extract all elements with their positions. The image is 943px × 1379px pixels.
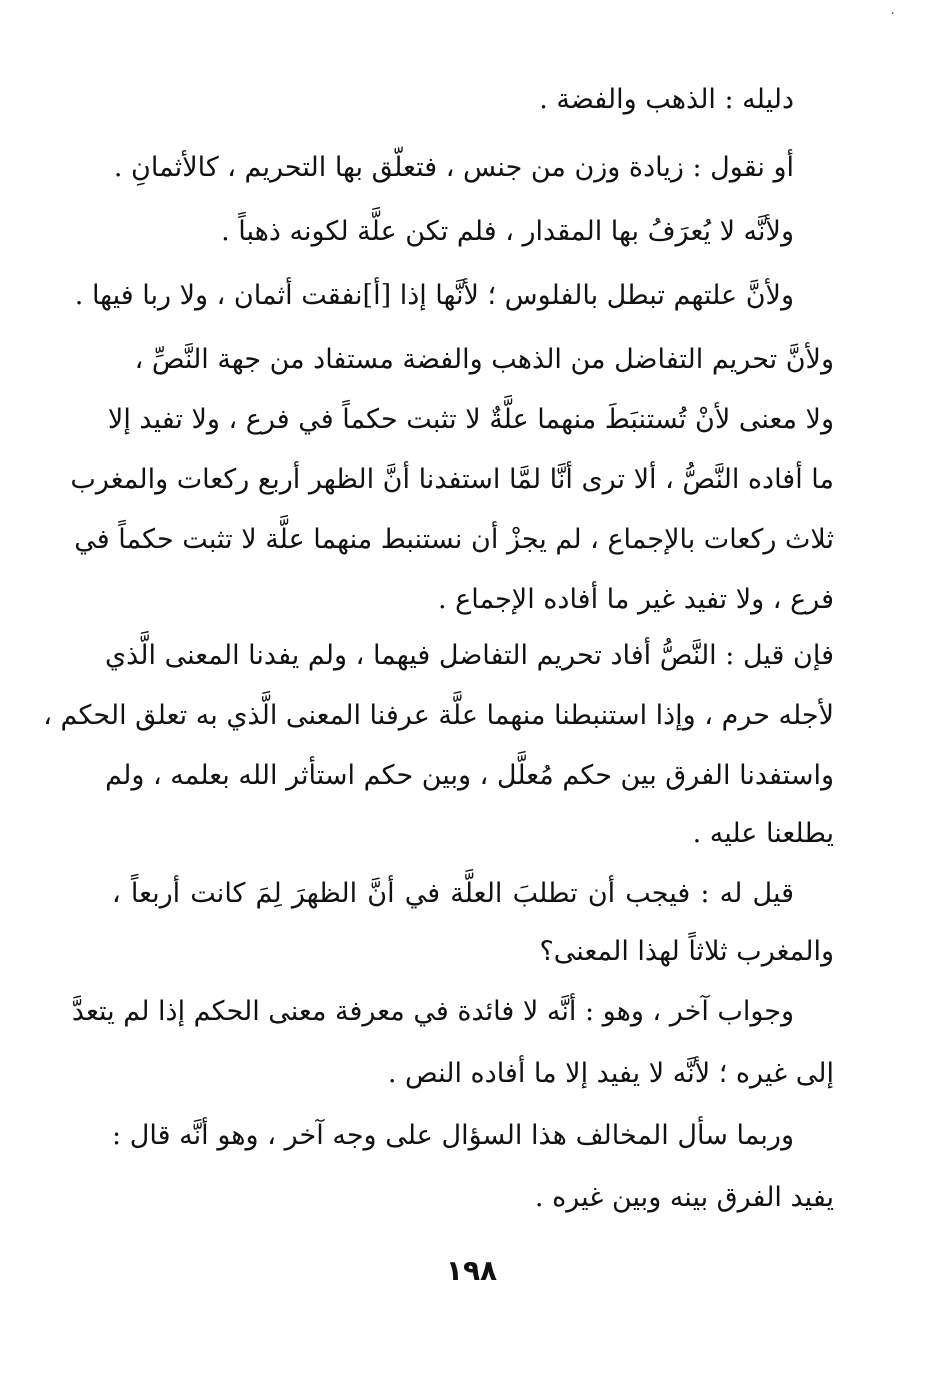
page-number: ١٩٨ — [445, 1254, 498, 1287]
text-line-2: أو نقول : زيادة وزن من جنس ، فتعلّق بها التحريم ، كالأثمانِ . — [113, 152, 794, 183]
text-line-4: ولأنَّ علتهم تبطل بالفلوس ؛ لأنَّها إذا [أ]نفقت أثمان ، ولا ربا فيها . — [74, 280, 794, 311]
text-line-9: فرع ، ولا تفيد غير ما أفاده الإجماع . — [438, 584, 834, 615]
text-line-16: وجواب آخر ، وهو : أنَّه لا فائدة في معرفة معنى الحكم إذا لم يتعدَّ — [71, 996, 794, 1027]
text-line-14: قيل له : فيجب أن تطلبَ العلَّة في أنَّ الظهرَ لِمَ كانت أربعاً ، — [112, 878, 794, 909]
text-line-12: واستفدنا الفرق بين حكم مُعلَّل ، وبين حكم استأثر الله بعلمه ، ولم — [105, 760, 834, 791]
text-line-6: ولا معنى لأنْ تُستنبَطَ منهما علَّةٌ لا تثبت حكماً في فرع ، ولا تفيد إلا — [107, 404, 834, 435]
corner-mark: · — [890, 6, 895, 22]
text-line-15: والمغرب ثلاثاً لهذا المعنى؟ — [539, 936, 834, 967]
text-line-18: وربما سأل المخالف هذا السؤال على وجه آخر ، وهو أنَّه قال : — [112, 1120, 794, 1151]
text-line-7: ما أفاده النَّصُّ ، ألا ترى أنَّا لمَّا استفدنا أنَّ الظهر أربع ركعات والمغرب — [70, 464, 834, 495]
text-line-5: ولأنَّ تحريم التفاضل من الذهب والفضة مستفاد من جهة النَّصِّ ، — [134, 344, 834, 375]
text-line-3: ولأنَّه لا يُعرَفُ بها المقدار ، فلم تكن علَّة لكونه ذهباً . — [221, 216, 794, 247]
text-line-19: يفيد الفرق بينه وبين غيره . — [534, 1182, 834, 1213]
text-line-13: يطلعنا عليه . — [692, 818, 834, 849]
text-line-10: فإن قيل : النَّصُّ أفاد تحريم التفاضل فيهما ، ولم يفدنا المعنى الَّذي — [104, 640, 834, 671]
text-line-8: ثلاث ركعات بالإجماع ، لم يجزْ أن نستنبط منهما علَّة لا تثبت حكماً في — [74, 524, 834, 555]
text-line-1: دليله : الذهب والفضة . — [539, 84, 794, 115]
text-line-11: لأجله حرم ، وإذا استنبطنا منهما علَّة عرفنا المعنى الَّذي به تعلق الحكم ، — [43, 700, 834, 731]
text-line-17: إلى غيره ؛ لأنَّه لا يفيد إلا ما أفاده النص . — [387, 1058, 834, 1089]
